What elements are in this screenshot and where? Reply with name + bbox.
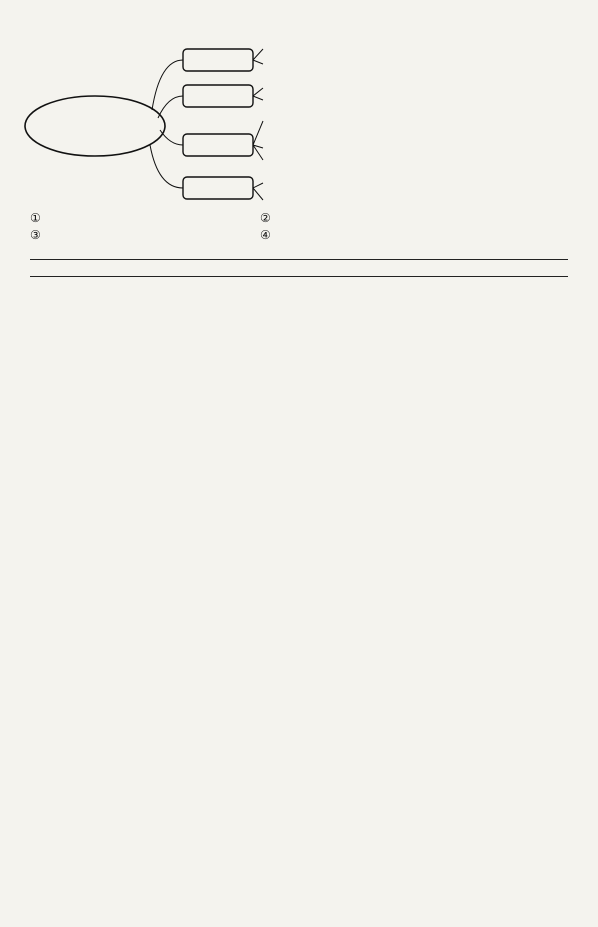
answer-line-1[interactable] <box>30 245 568 260</box>
mind-map <box>0 0 598 215</box>
blank-2[interactable]: ② <box>260 210 271 225</box>
blank-4[interactable]: ④ <box>260 227 271 242</box>
node-blank-2 <box>183 177 253 199</box>
blank-lines <box>30 210 570 244</box>
mindmap-center <box>25 96 165 156</box>
worksheet-content <box>22 243 578 283</box>
answer-line-2[interactable] <box>30 262 568 277</box>
node-spread <box>183 134 253 156</box>
node-concept <box>183 49 253 71</box>
blank-1[interactable]: ① <box>30 210 41 225</box>
blank-3[interactable]: ③ <box>30 227 41 242</box>
node-blank-1 <box>183 85 253 107</box>
